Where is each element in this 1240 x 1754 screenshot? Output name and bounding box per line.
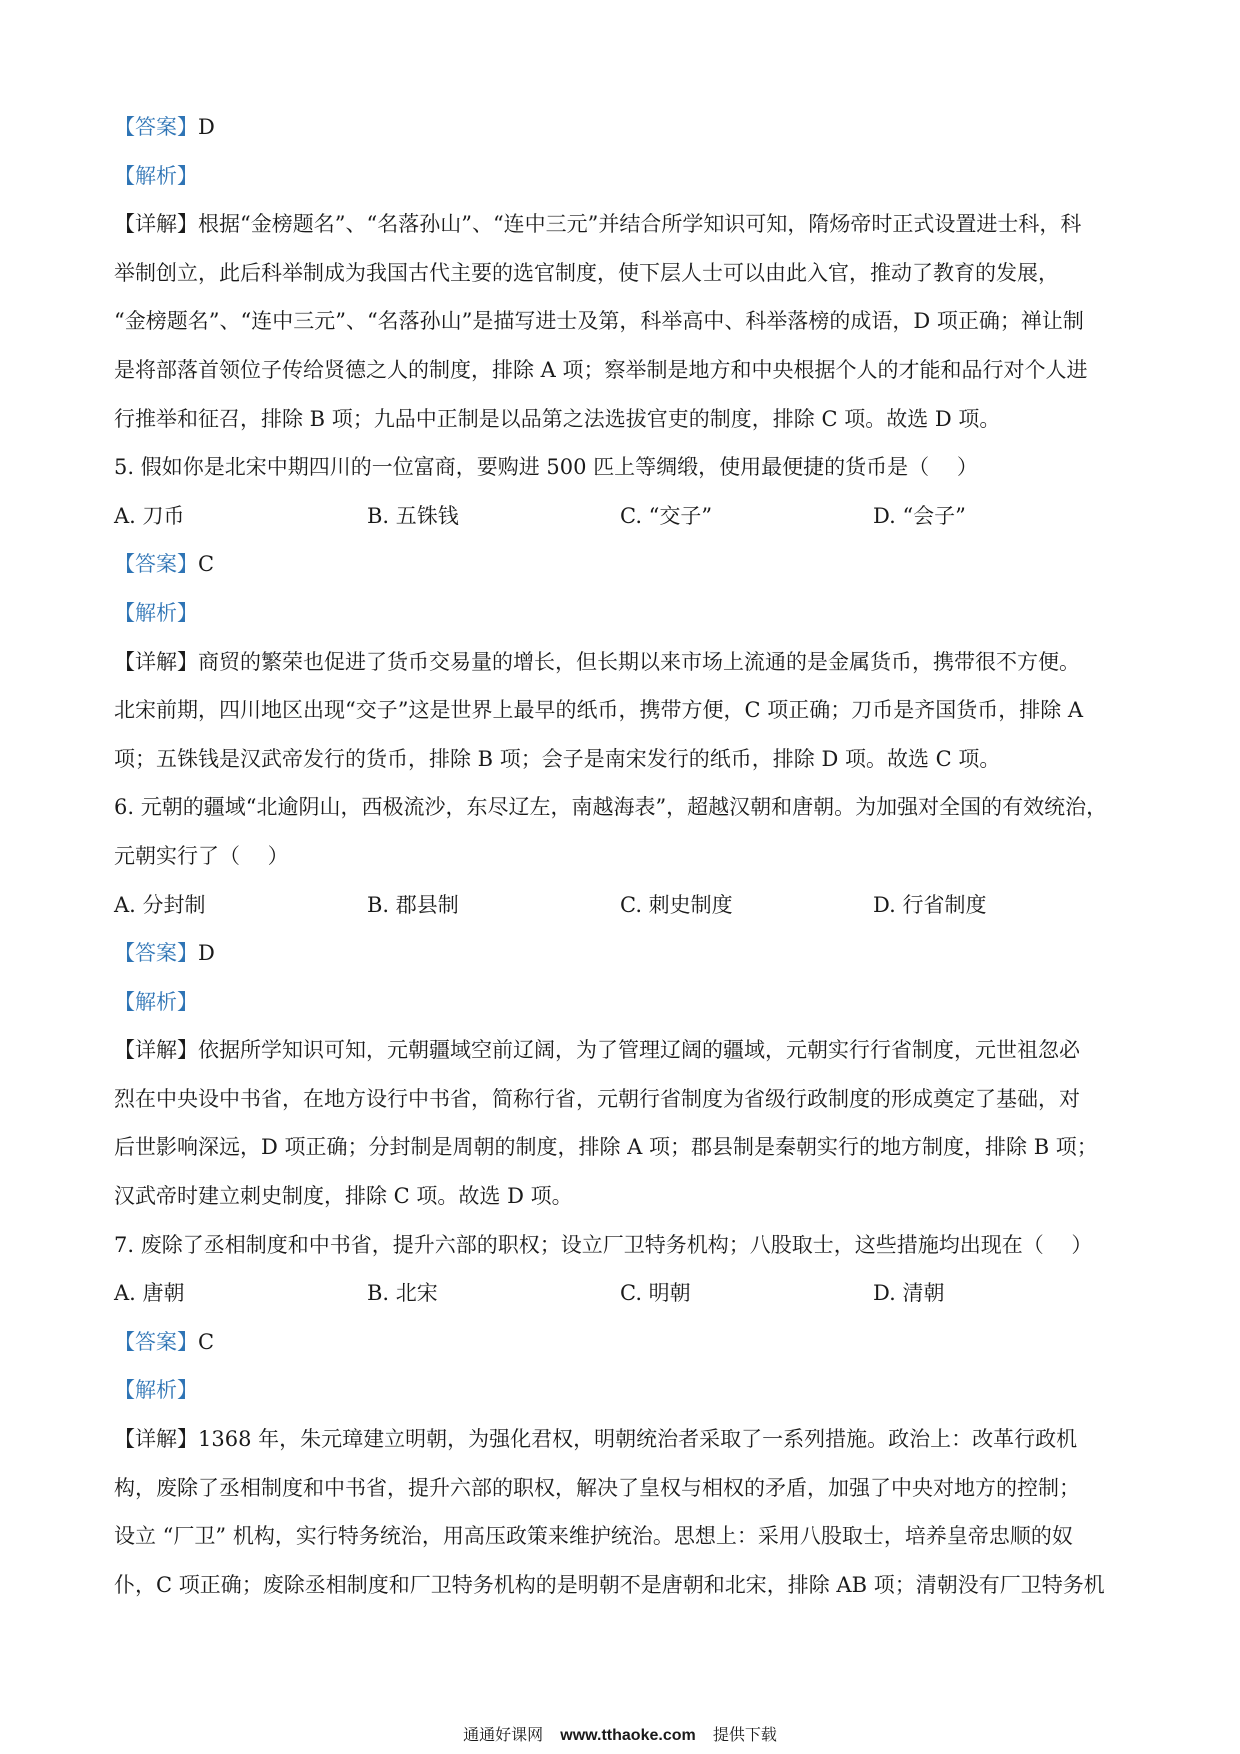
analysis-line xyxy=(114,589,1126,638)
answer-line xyxy=(114,929,1126,978)
detail-text: 设立 “厂卫” 机构，实行特务统治，用高压政策来维护统治。思想上：采用八股取士，培养皇帝忠顺的奴 xyxy=(114,1524,1073,1549)
answer-line xyxy=(114,103,1126,152)
answer-value: D xyxy=(198,115,215,139)
detail-label: 【详解】 xyxy=(114,1038,198,1063)
detail-line xyxy=(114,1561,1126,1610)
question-line: 6. 元朝的疆域“北逾阴山，西极流沙，东尽辽左，南越海表”，超越汉朝和唐朝。为加强对全国的有效统治， xyxy=(114,795,1108,820)
option-item: A. 分封制 xyxy=(114,892,206,917)
option-item: D. 清朝 xyxy=(873,1281,945,1306)
analysis-label: 【解析】 xyxy=(114,989,198,1014)
detail-text: 商贸的繁荣也促进了货币交易量的增长，但长期以来市场上流通的是金属货币，携带很不方便。 xyxy=(198,649,1080,674)
detail-line xyxy=(114,395,1126,444)
detail-text: 构，废除了丞相制度和中书省，提升六部的职权，解决了皇权与相权的矛盾，加强了中央对地方的控制； xyxy=(114,1475,1080,1500)
detail-text: 根据“金榜题名”、“名落孙山”、“连中三元”并结合所学知识可知，隋炀帝时正式设置进士科，科 xyxy=(198,212,1082,237)
option-item: C. 刺史制度 xyxy=(620,892,733,917)
option-item: D. “会子” xyxy=(873,503,966,528)
detail-text: 后世影响深远，D 项正确；分封制是周朝的制度，排除 A 项；郡县制是秦朝实行的地方制度，排除 B 项； xyxy=(114,1135,1098,1160)
question-line: 7. 废除了丞相制度和中书省，提升六部的职权；设立厂卫特务机构；八股取士，这些措施均出现在（ ） xyxy=(114,1232,1093,1257)
detail-text: “金榜题名”、“连中三元”、“名落孙山”是描写进士及第，科举高中、科举落榜的成语，D 项正确；禅让制 xyxy=(114,309,1084,334)
analysis-label: 【解析】 xyxy=(114,600,198,625)
question-line: 元朝实行了（ ） xyxy=(114,843,289,868)
detail-text: 行推举和征召，排除 B 项；九品中正制是以品第之法选拔官吏的制度，排除 C 项。故选 D 项。 xyxy=(114,406,1001,431)
detail-line xyxy=(114,735,1126,784)
option-row xyxy=(114,1269,1126,1318)
detail-line xyxy=(114,200,1126,249)
answer-value: C xyxy=(198,552,215,577)
answer-label: 【答案】 xyxy=(114,552,198,577)
detail-label: 【详解】 xyxy=(114,1427,198,1452)
option-row xyxy=(114,492,1126,541)
detail-line xyxy=(114,1026,1126,1075)
detail-text: 烈在中央设中书省，在地方设行中书省，简称行省，元朝行省制度为省级行政制度的形成奠定了基础，对 xyxy=(114,1086,1080,1111)
detail-label: 【详解】 xyxy=(114,212,198,237)
detail-line xyxy=(114,1415,1126,1464)
option-item: C. “交子” xyxy=(620,503,713,528)
answer-value: D xyxy=(198,941,215,966)
detail-line xyxy=(114,1123,1126,1172)
detail-line xyxy=(114,1172,1126,1221)
detail-text: 北宋前期，四川地区出现“交子”这是世界上最早的纸币，携带方便，C 项正确；刀币是齐国货币，排除 A xyxy=(114,698,1084,723)
answer-line xyxy=(114,540,1126,589)
question-line: 5. 假如你是北宋中期四川的一位富商，要购进 500 匹上等绸缎，使用最便捷的货币是（ ） xyxy=(114,455,978,480)
detail-line xyxy=(114,1512,1126,1561)
option-item: A. 刀币 xyxy=(114,503,185,528)
detail-text: 仆，C 项正确；废除丞相制度和厂卫特务机构的是明朝不是唐朝和北宋，排除 AB 项；清朝没有厂卫特务机 xyxy=(114,1572,1105,1597)
analysis-line xyxy=(114,1366,1126,1415)
option-row xyxy=(114,881,1126,930)
detail-text: 项；五铢钱是汉武帝发行的货币，排除 B 项；会子是南宋发行的纸币，排除 D 项。故选 C 项。 xyxy=(114,746,1001,771)
detail-line xyxy=(114,638,1126,687)
analysis-line xyxy=(114,152,1126,201)
footer-url[interactable]: www.tthaoke.com xyxy=(560,1727,696,1744)
option-item: B. 北宋 xyxy=(367,1281,438,1306)
answer-line xyxy=(114,1318,1126,1367)
option-item: B. 五铢钱 xyxy=(367,503,459,528)
detail-label: 【详解】 xyxy=(114,649,198,674)
analysis-line xyxy=(114,978,1126,1027)
answer-label: 【答案】 xyxy=(114,941,198,966)
option-item: B. 郡县制 xyxy=(367,892,459,917)
option-item: C. 明朝 xyxy=(620,1281,691,1306)
analysis-label: 【解析】 xyxy=(114,1378,198,1403)
footer-site-name: 通通好课网 xyxy=(463,1725,544,1744)
answer-label: 【答案】 xyxy=(114,1329,198,1354)
footer-suffix: 提供下载 xyxy=(712,1725,777,1744)
answer-label: 【答案】 xyxy=(114,115,198,139)
option-item: D. 行省制度 xyxy=(873,892,987,917)
detail-line xyxy=(114,1075,1126,1124)
document-content xyxy=(114,103,1126,1609)
analysis-label: 【解析】 xyxy=(114,163,198,188)
detail-line xyxy=(114,1464,1126,1513)
answer-value: C xyxy=(198,1329,215,1354)
page-footer xyxy=(0,1722,1240,1745)
detail-text: 1368 年，朱元璋建立明朝，为强化君权，明朝统治者采取了一系列措施。政治上：改革行政机 xyxy=(198,1427,1078,1452)
detail-text: 是将部落首领位子传给贤德之人的制度，排除 A 项；察举制是地方和中央根据个人的才能和品行对个人进 xyxy=(114,357,1088,382)
detail-line xyxy=(114,297,1126,346)
detail-text: 汉武帝时建立刺史制度，排除 C 项。故选 D 项。 xyxy=(114,1184,573,1209)
detail-line xyxy=(114,249,1126,298)
detail-line xyxy=(114,686,1126,735)
option-item: A. 唐朝 xyxy=(114,1281,185,1306)
detail-text: 举制创立，此后科举制成为我国古代主要的选官制度，使下层人士可以由此入官，推动了教育的发展， xyxy=(114,260,1059,285)
detail-text: 依据所学知识可知，元朝疆域空前辽阔，为了管理辽阔的疆域，元朝实行行省制度，元世祖忽必 xyxy=(198,1038,1080,1063)
detail-line xyxy=(114,346,1126,395)
